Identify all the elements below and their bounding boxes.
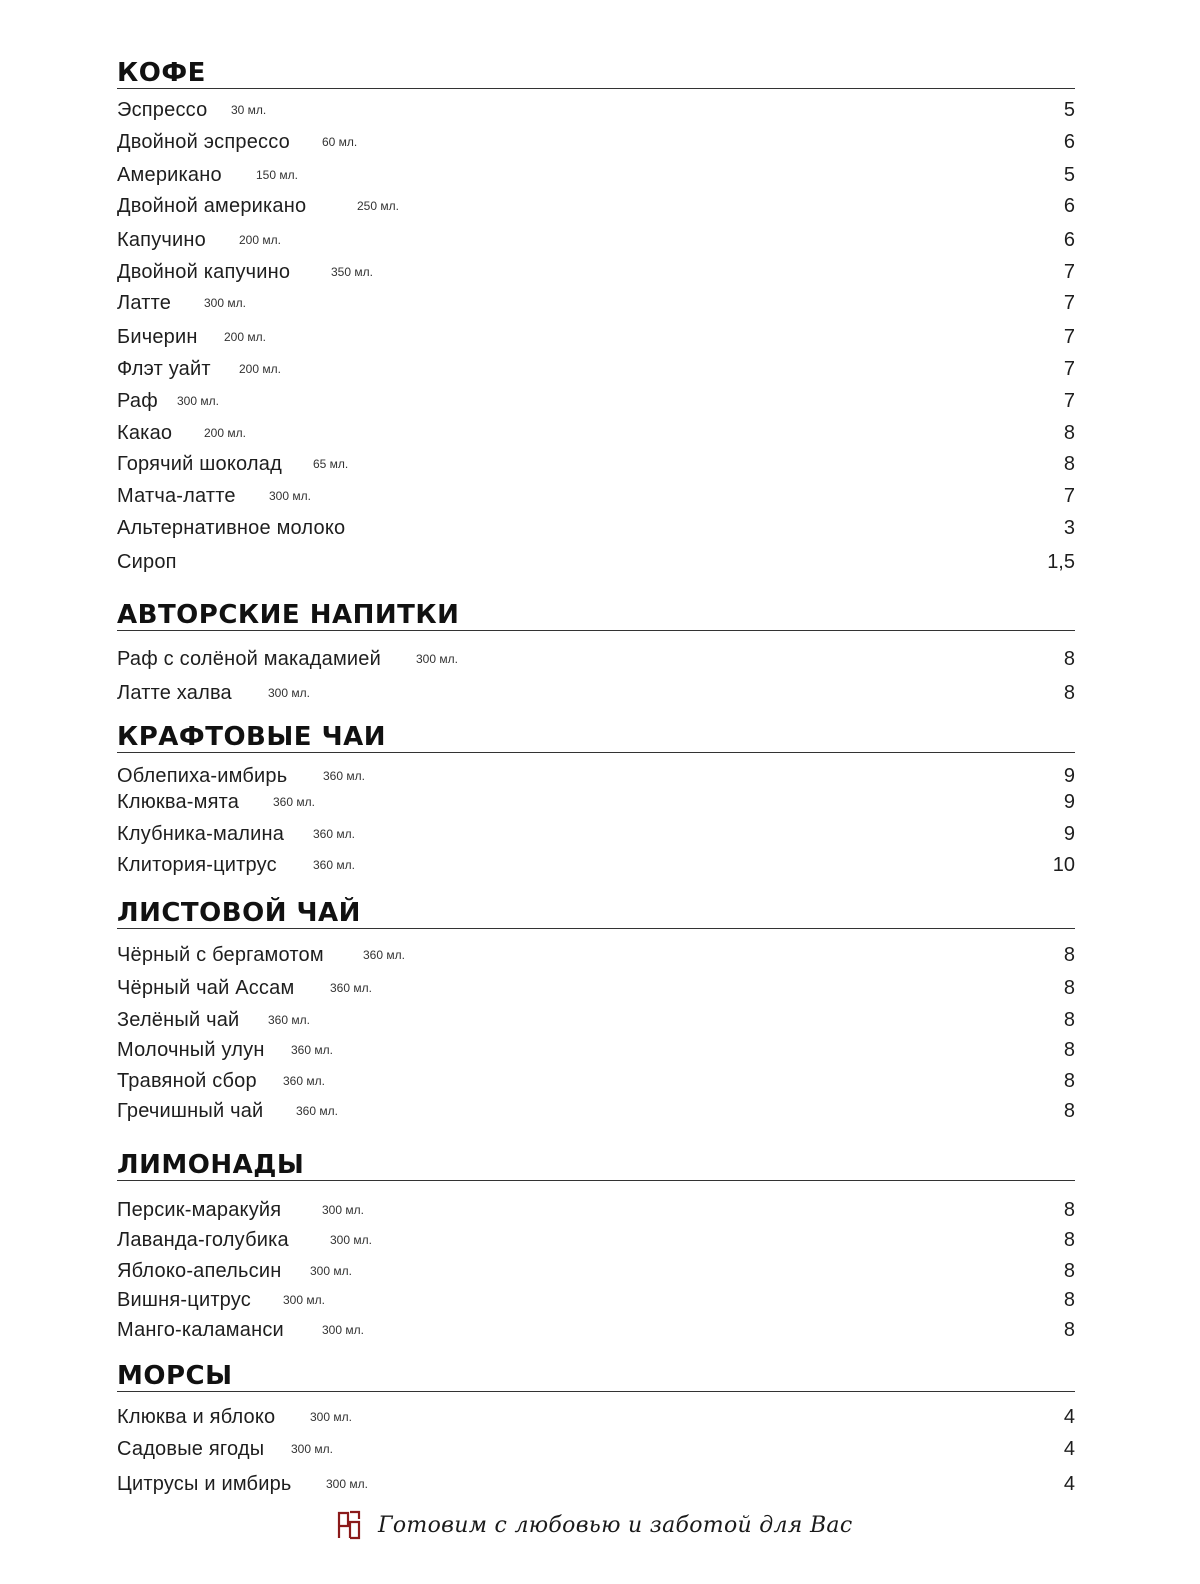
item-price: 8 — [1063, 453, 1075, 475]
menu-item — [117, 1196, 1075, 1224]
item-volume: 360 мл. — [296, 1104, 338, 1118]
item-volume: 360 мл. — [268, 1013, 310, 1027]
item-price: 8 — [1063, 1039, 1075, 1061]
item-volume: 360 мл. — [273, 795, 315, 809]
item-volume: 200 мл. — [239, 362, 281, 376]
item-volume: 360 мл. — [313, 827, 355, 841]
item-name: Молочный улун — [117, 1039, 265, 1061]
item-price: 1,5 — [1047, 551, 1075, 573]
item-price: 8 — [1063, 1229, 1075, 1251]
menu-item — [117, 419, 1075, 447]
item-name: Латте халва — [117, 682, 232, 704]
menu-item — [117, 679, 1075, 707]
item-price: 8 — [1063, 1199, 1075, 1221]
menu-item — [117, 323, 1075, 351]
item-volume: 200 мл. — [224, 330, 266, 344]
item-name: Флэт уайт — [117, 358, 211, 380]
item-price: 7 — [1063, 390, 1075, 412]
item-volume: 300 мл. — [326, 1477, 368, 1491]
item-name: Манго-каламанси — [117, 1319, 284, 1341]
footer-slogan: Готовим с любовью и заботой для Вас — [378, 1512, 853, 1538]
item-name: Цитрусы и имбирь — [117, 1473, 292, 1495]
item-name: Капучино — [117, 229, 206, 251]
menu-section — [117, 58, 1075, 573]
item-volume: 65 мл. — [313, 457, 349, 471]
menu-item — [117, 1097, 1075, 1125]
item-price: 3 — [1063, 517, 1075, 539]
item-price: 9 — [1063, 765, 1075, 787]
item-volume: 300 мл. — [268, 686, 310, 700]
menu-item — [117, 192, 1075, 220]
item-price: 9 — [1063, 791, 1075, 813]
item-price: 8 — [1063, 1100, 1075, 1122]
item-price: 8 — [1063, 1289, 1075, 1311]
item-price: 7 — [1063, 292, 1075, 314]
item-price: 4 — [1063, 1473, 1075, 1495]
item-volume: 300 мл. — [330, 1233, 372, 1247]
menu-item — [117, 161, 1075, 189]
item-name: Двойной капучино — [117, 261, 291, 283]
menu-item — [117, 1006, 1075, 1034]
item-volume: 300 мл. — [322, 1323, 364, 1337]
item-name: Горячий шоколад — [117, 453, 282, 475]
item-volume: 300 мл. — [204, 296, 246, 310]
menu-item — [117, 1435, 1075, 1463]
menu-item — [117, 645, 1075, 673]
menu-item — [117, 1036, 1075, 1064]
item-price: 7 — [1063, 358, 1075, 380]
item-volume: 200 мл. — [204, 426, 246, 440]
item-name: Бичерин — [117, 326, 198, 348]
menu-item — [117, 1067, 1075, 1095]
menu-item — [117, 1470, 1075, 1498]
item-name: Клюква-мята — [117, 791, 240, 813]
item-volume: 300 мл. — [322, 1203, 364, 1217]
item-price: 4 — [1063, 1438, 1075, 1460]
item-price: 8 — [1063, 648, 1075, 670]
section-title: КРАФТОВЫЕ ЧАИ — [117, 722, 1075, 753]
menu-section — [117, 722, 1075, 876]
menu-item — [117, 762, 1075, 790]
footer — [336, 1508, 852, 1542]
menu-item — [117, 548, 1075, 576]
item-volume: 250 мл. — [357, 199, 399, 213]
menu-item — [117, 941, 1075, 969]
item-name: Клубника-малина — [117, 823, 285, 845]
item-price: 5 — [1063, 99, 1075, 121]
menu-item — [117, 1226, 1075, 1254]
item-name: Травяной сбор — [117, 1070, 257, 1092]
item-name: Персик-маракуйя — [117, 1199, 282, 1221]
menu-section — [117, 1361, 1075, 1495]
item-price: 8 — [1063, 682, 1075, 704]
menu-item — [117, 482, 1075, 510]
item-price: 8 — [1063, 944, 1075, 966]
item-volume: 300 мл. — [291, 1442, 333, 1456]
section-title: ЛИМОНАДЫ — [117, 1150, 1075, 1181]
item-price: 4 — [1063, 1406, 1075, 1428]
item-name: Клюква и яблоко — [117, 1406, 276, 1428]
item-volume: 360 мл. — [291, 1043, 333, 1057]
item-name: Чёрный чай Ассам — [117, 977, 295, 999]
item-name: Матча-латте — [117, 485, 236, 507]
item-name: Облепиха-имбирь — [117, 765, 288, 787]
menu-item — [117, 258, 1075, 286]
item-price: 8 — [1063, 1009, 1075, 1031]
menu-item — [117, 96, 1075, 124]
item-price: 8 — [1063, 977, 1075, 999]
item-price: 6 — [1063, 229, 1075, 251]
item-name: Вишня-цитрус — [117, 1289, 251, 1311]
menu-item — [117, 450, 1075, 478]
item-name: Альтернативное молоко — [117, 517, 346, 539]
item-volume: 360 мл. — [313, 858, 355, 872]
item-volume: 360 мл. — [323, 769, 365, 783]
item-name: Яблоко-апельсин — [117, 1260, 282, 1282]
menu-item — [117, 820, 1075, 848]
item-volume: 360 мл. — [283, 1074, 325, 1088]
item-name: Какао — [117, 422, 173, 444]
item-name: Раф с солёной макадамией — [117, 648, 381, 670]
item-price: 9 — [1063, 823, 1075, 845]
item-name: Сироп — [117, 551, 177, 573]
menu-item — [117, 1286, 1075, 1314]
item-volume: 300 мл. — [416, 652, 458, 666]
item-name: Зелёный чай — [117, 1009, 240, 1031]
menu-item — [117, 1257, 1075, 1285]
item-name: Американо — [117, 164, 222, 186]
item-price: 8 — [1063, 1260, 1075, 1282]
item-volume: 300 мл. — [283, 1293, 325, 1307]
item-volume: 350 мл. — [331, 265, 373, 279]
item-volume: 30 мл. — [231, 103, 267, 117]
menu-item — [117, 1403, 1075, 1431]
menu-item — [117, 851, 1075, 879]
menu-item — [117, 974, 1075, 1002]
menu-item — [117, 387, 1075, 415]
item-volume: 300 мл. — [310, 1264, 352, 1278]
brand-monogram-icon — [336, 1510, 362, 1540]
item-price: 8 — [1063, 1070, 1075, 1092]
item-price: 7 — [1063, 326, 1075, 348]
section-title: АВТОРСКИЕ НАПИТКИ — [117, 600, 1075, 631]
item-price: 5 — [1063, 164, 1075, 186]
menu-item — [117, 289, 1075, 317]
item-name: Двойной эспрессо — [117, 131, 290, 153]
item-name: Клитория-цитрус — [117, 854, 277, 876]
menu-item — [117, 788, 1075, 816]
item-price: 7 — [1063, 261, 1075, 283]
menu-section — [117, 1150, 1075, 1341]
item-price: 10 — [1052, 854, 1075, 876]
item-volume: 360 мл. — [330, 981, 372, 995]
item-volume: 360 мл. — [363, 948, 405, 962]
item-price: 8 — [1063, 422, 1075, 444]
item-name: Гречишный чай — [117, 1100, 264, 1122]
item-price: 6 — [1063, 131, 1075, 153]
menu-item — [117, 355, 1075, 383]
item-volume: 300 мл. — [177, 394, 219, 408]
item-price: 6 — [1063, 195, 1075, 217]
menu-item — [117, 226, 1075, 254]
item-name: Лаванда-голубика — [117, 1229, 289, 1251]
item-price: 8 — [1063, 1319, 1075, 1341]
menu-section — [117, 600, 1075, 704]
item-volume: 150 мл. — [256, 168, 298, 182]
item-name: Садовые ягоды — [117, 1438, 265, 1460]
menu-section — [117, 898, 1075, 1122]
item-volume: 300 мл. — [269, 489, 311, 503]
section-title: КОФЕ — [117, 58, 1075, 89]
item-price: 7 — [1063, 485, 1075, 507]
item-volume: 300 мл. — [310, 1410, 352, 1424]
item-name: Чёрный с бергамотом — [117, 944, 324, 966]
menu-item — [117, 128, 1075, 156]
item-volume: 60 мл. — [322, 135, 358, 149]
section-title: ЛИСТОВОЙ ЧАЙ — [117, 898, 1075, 929]
item-name: Латте — [117, 292, 172, 314]
item-name: Раф — [117, 390, 158, 412]
item-name: Двойной американо — [117, 195, 307, 217]
menu-item — [117, 514, 1075, 542]
section-title: МОРСЫ — [117, 1361, 1075, 1392]
item-name: Эспрессо — [117, 99, 208, 121]
item-volume: 200 мл. — [239, 233, 281, 247]
menu-item — [117, 1316, 1075, 1344]
